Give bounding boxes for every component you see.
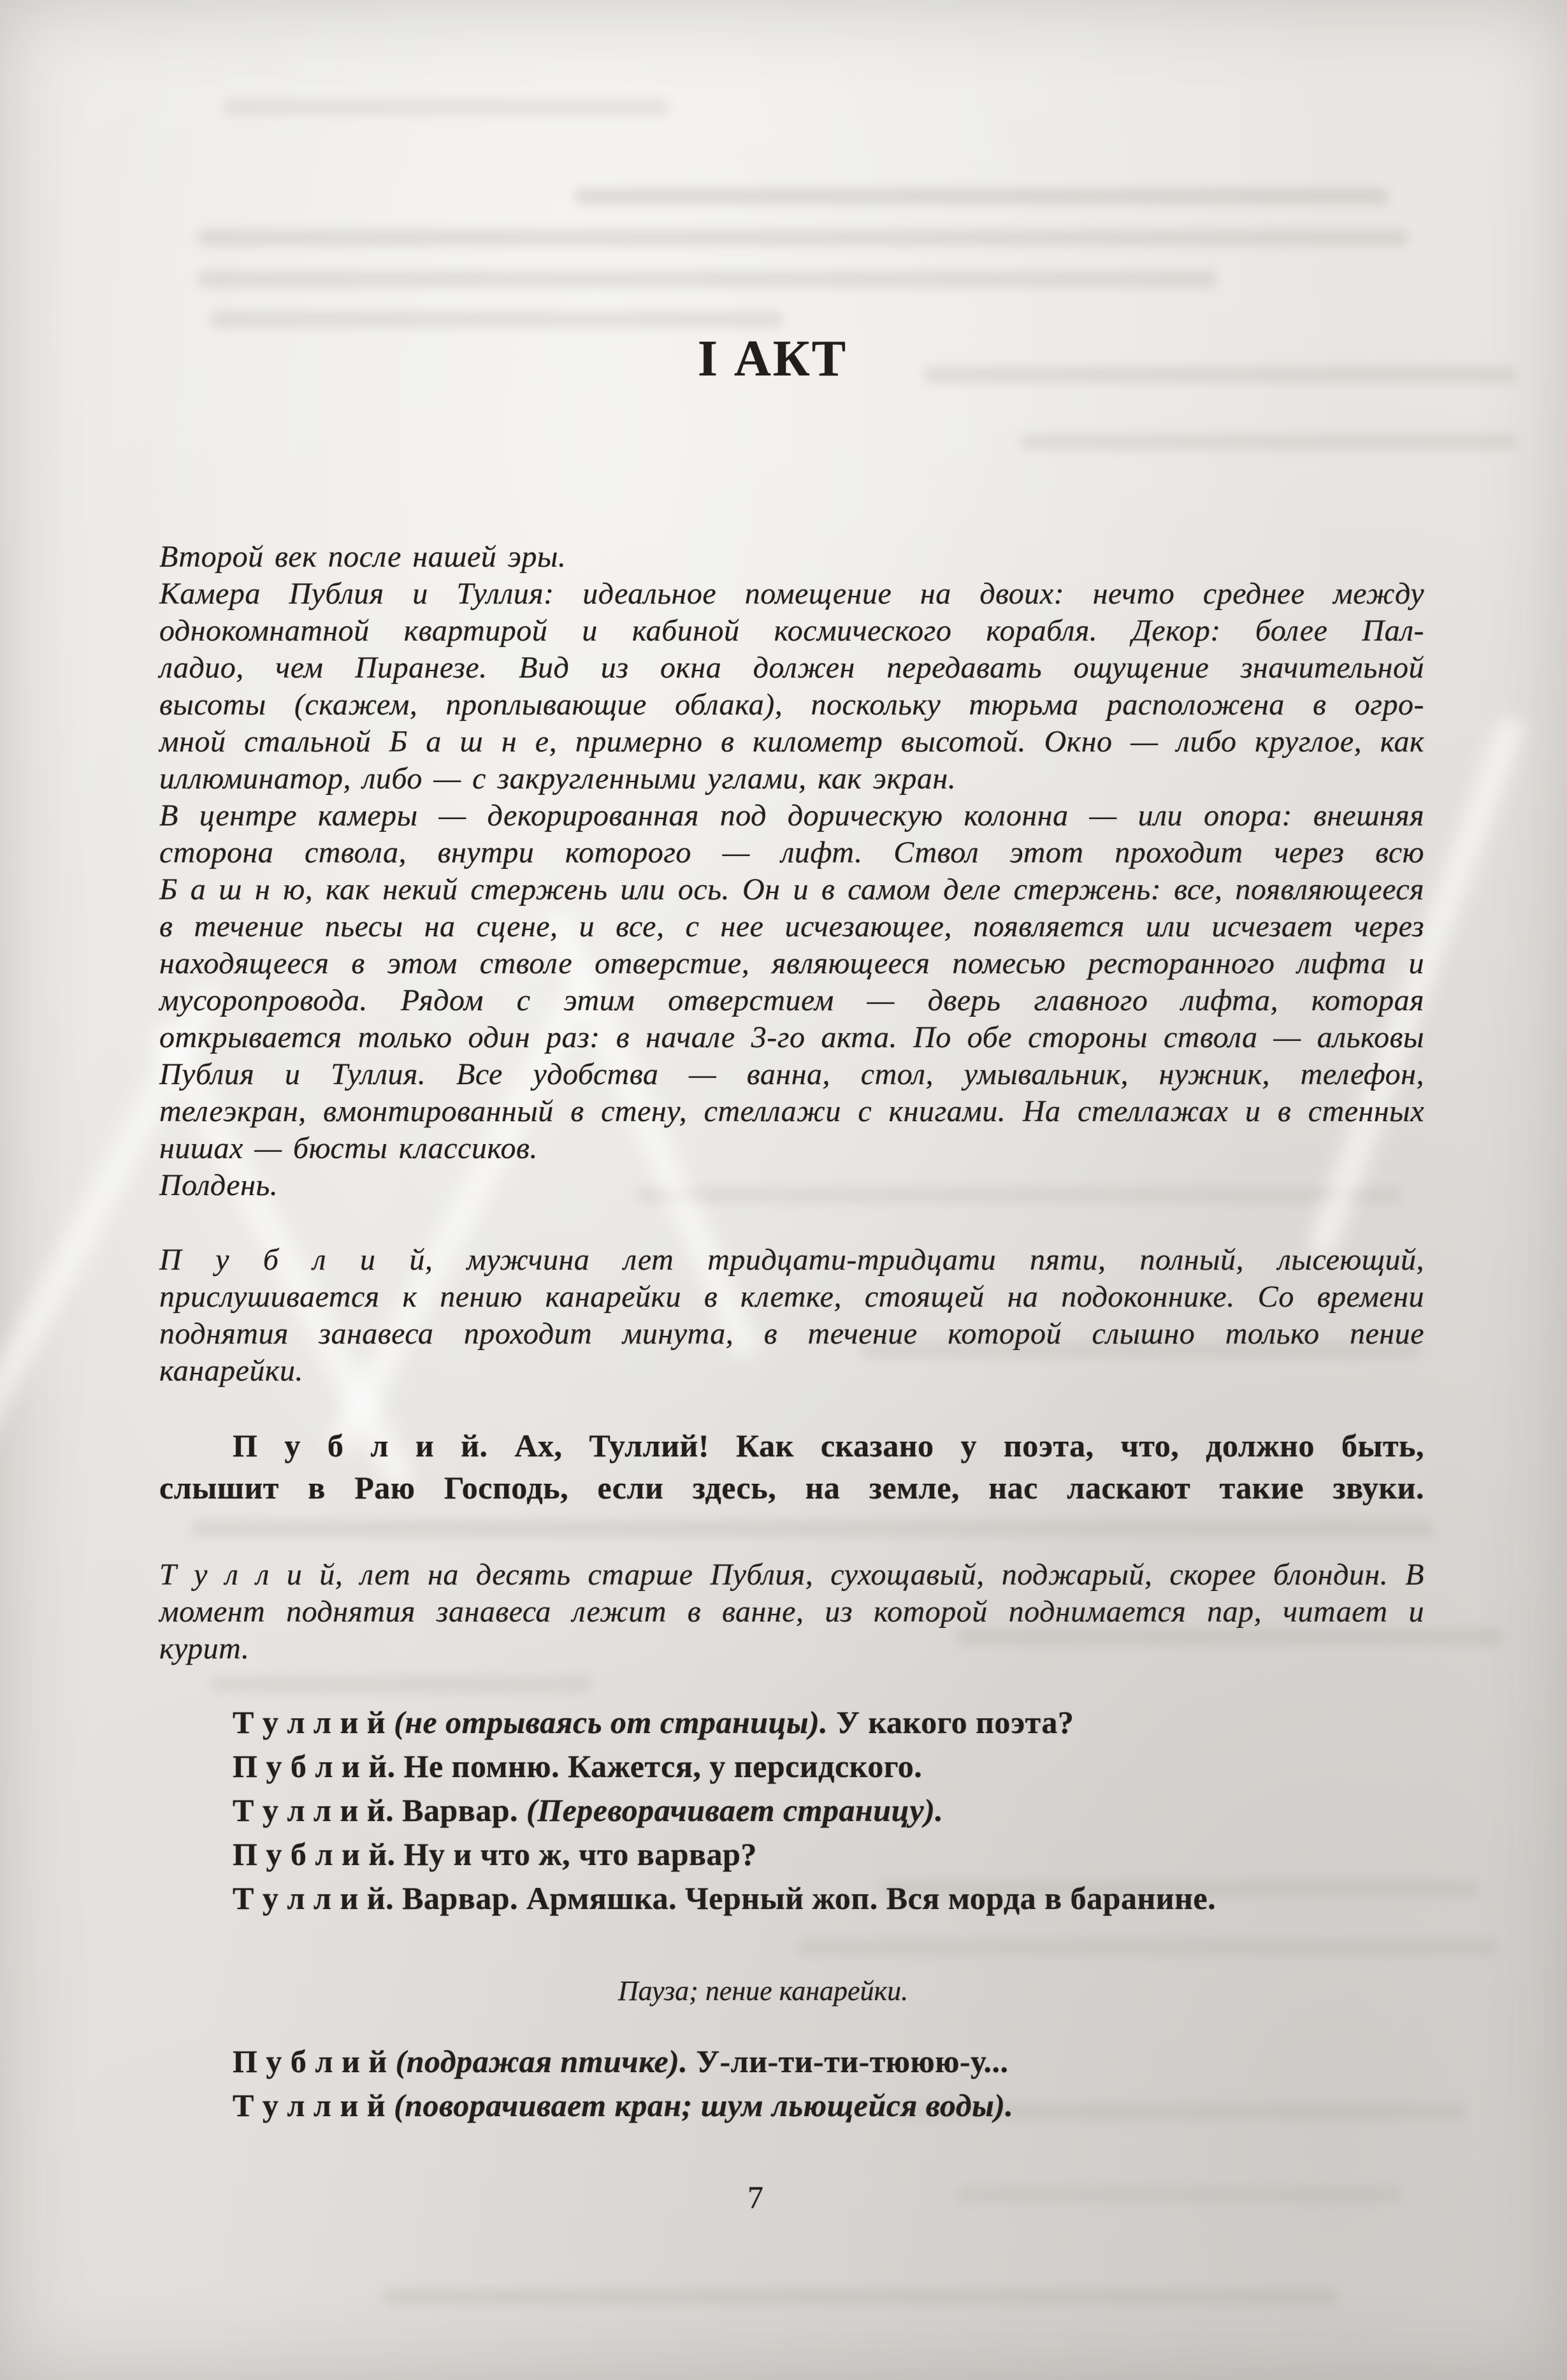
stage-line: нишах — бюсты классиков. [159,1131,538,1165]
dialogue-text: Т у л л и й [233,1704,394,1740]
bleed-through-line [210,311,784,328]
dialogue-text: У какого поэта? [828,1704,1074,1740]
bleed-through-line [574,188,1389,205]
stage-line: открывается только один раз: в начале 3-го акта. По обе стороны ствола — альковы [159,1020,1424,1054]
dialogue-text: Т у л л и й. Варвар. Армяшка. Черный жоп. Вся морда в баранине. [233,1880,1217,1916]
stage-line: Полдень. [159,1168,278,1202]
stage-line: прислушивается к пению канарейки в клетке, стоящей на подоконнике. Со времени [159,1280,1424,1314]
dialogue-line [159,1789,1424,1832]
pause-note: Пауза; пение канарейки. [617,1975,909,2006]
bleed-through-line [1020,433,1517,450]
dialogue-line [159,1745,1424,1789]
bleed-through-line [198,271,1217,287]
stage-line: Т у л л и й, лет на десять старше Публия, сухощавый, поджарый, скорее блондин. В [159,1558,1424,1592]
dialogue-line [159,1467,1424,1509]
dialogue-stage-note: (поворачивает кран; шум льющейся воды). [394,2087,1014,2123]
dialogue-exchange [159,1701,1424,1920]
stage-line: канарейки. [159,1354,303,1388]
stage-line: высоты (скажем, проплывающие облака), поскольку тюрьма расположена в огро- [159,688,1424,722]
stage-line: Второй век после нашей эры. [159,540,567,574]
dialogue-text: У-ли-ти-ти-тююю-у... [688,2043,1009,2079]
dialogue-text: Т у л л и й. Варвар. [233,1792,527,1828]
stage-line: мусоропровода. Рядом с этим отверстием — дверь главного лифта, которая [159,983,1424,1017]
dialogue-stage-note: (не отрываясь от страницы). [394,1704,828,1740]
bleed-through-line [210,1676,593,1693]
stage-line: находящееся в этом стволе отверстие, являющееся помесью ресторанного лифта и [159,947,1424,980]
stage-line: в течение пьесы на сцене, и все, с нее исчезающее, появляется или исчезает через [159,910,1424,943]
stage-line: телеэкран, вмонтированный в стену, стеллажи с книгами. На стеллажах и в стенных [159,1094,1424,1128]
bleed-through-line [797,1939,1498,1956]
dialogue-text: П у б л и й [233,2043,396,2079]
dialogue-text: П у б л и й. Ах, Туллий! Как сказано у поэта, что, должно быть, [233,1428,1424,1463]
dialogue-text: П у б л и й. Не помню. Кажется, у персидского. [233,1748,923,1784]
stage-line: однокомнатной квартирой и кабиной космического корабля. Декор: более Пал- [159,614,1424,648]
stage-line: Камера Публия и Туллия: идеальное помещение на двоих: нечто среднее между [159,577,1424,611]
dialogue-line [159,2084,1424,2128]
dialogue-line [159,1832,1424,1876]
dialogue-stage-note: (Переворачивает страницу). [526,1792,944,1828]
stage-line: иллюминатор, либо — с закругленными углами, как экран. [159,762,957,795]
stage-directions-opening [159,539,1424,1204]
act-title: I АКТ [697,331,848,387]
stage-line: сторона ствола, внутри которого — лифт. Ствол этот проходит через всю [159,836,1424,869]
dialogue-text: П у б л и й. Ну и что ж, что варвар? [233,1836,757,1872]
stage-line: поднятия занавеса проходит минута, в течение которой слышно только пение [159,1317,1424,1351]
stage-line: ладио, чем Пиранезе. Вид из окна должен передавать ощущение значительной [159,651,1424,685]
dialogue-final [159,2040,1424,2128]
stage-line: курит. [159,1632,250,1665]
dialogue-line [159,1701,1424,1745]
stage-line: момент поднятия занавеса лежит в ванне, из которой поднимается пар, читает и [159,1595,1424,1629]
stage-directions-tullius [159,1556,1424,1667]
dialogue-line [159,1425,1424,1467]
bleed-through-line [198,229,1408,246]
stage-line: П у б л и й, мужчина лет тридцати-тридцати пяти, полный, лысеющий, [159,1243,1424,1277]
bleed-through-line [191,1520,1434,1537]
stage-line: Б а ш н ю, как некий стержень или ось. Он и в самом деле стержень: все, появляющееся [159,873,1424,906]
bleed-through-line [382,2288,1338,2305]
stage-line: Публия и Туллия. Все удобства — ванна, стол, умывальник, нужник, телефон, [159,1057,1424,1091]
bleed-through-line [223,99,669,115]
dialogue-line [159,1876,1424,1920]
dialogue-text: слышит в Раю Господь, если здесь, на земле, нас ласкают такие звуки. [159,1470,1424,1506]
dialogue-text: Т у л л и й [233,2087,394,2123]
dialogue-publius-speech [159,1425,1424,1509]
dialogue-stage-note: (подражая птичке). [395,2043,688,2079]
stage-line: мной стальной Б а ш н е, примерно в километр высотой. Окно — либо круглое, как [159,725,1424,758]
dialogue-line [159,2040,1424,2084]
page-number: 7 [747,2179,763,2215]
stage-line: В центре камеры — декорированная под дорическую колонна — или опора: внешняя [159,799,1424,832]
stage-directions-publius [159,1242,1424,1390]
